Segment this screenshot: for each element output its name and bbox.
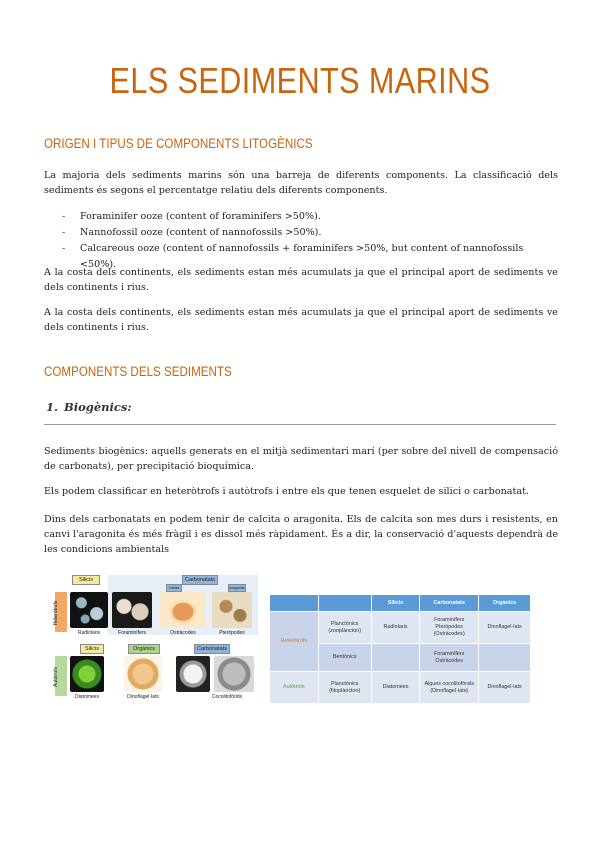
table-cell: Foraminífers Pteròpodes (Ostràcodes) — [420, 612, 479, 644]
caption-radiolaris: Radiolaris — [77, 630, 101, 636]
aragonita-tag: Aragonita — [229, 586, 245, 590]
paragraph-biogenics: Sediments biogènics: aquells generats en el mitjà sedimentari marí (per sobre del nivell de compensació de carbonats), per precipitació bioquímica. — [44, 446, 558, 472]
plankton-figure — [50, 572, 260, 702]
caption-diatomees: Diatomees — [75, 694, 99, 700]
autotrofs-label: Autòtrofs — [53, 667, 59, 688]
caption-dinoflagellats: Dinoflagel·lats — [127, 694, 159, 700]
cocolitoforids-image-2 — [214, 656, 254, 692]
caption-pteropodes: Pteròpodes — [219, 630, 245, 636]
table-cell: Diatomees — [371, 672, 420, 704]
table-cell: Algues cocolitofòrals (Dinoflagel·lats) — [420, 672, 479, 704]
list-item: - Calcareous ooze (content of nannofossils + foraminifers >50%, but content of nannofossils <50%). — [62, 241, 558, 273]
section-heading-origen: ORIGEN I TIPUS DE COMPONENTS LITOGÈNICS — [44, 136, 313, 151]
ooze-list — [62, 209, 558, 273]
paragraph-classificacio: Els podem classificar en heteròtrofs i autòtrofs i entre els que tenen esquelet de silici o carbonatat. — [44, 486, 529, 497]
list-item: - Nannofossil ooze (content of nannofossils >50%). — [62, 225, 558, 241]
carbonatats-tag-2: Carbonatats — [194, 644, 230, 654]
header-cell: Orgànics — [479, 595, 531, 612]
diatomees-image — [70, 656, 104, 692]
ostracodes-image — [160, 592, 206, 628]
header-cell: Carbonatats — [420, 595, 479, 612]
table-cell: Planctònics (zooplàncton) — [318, 612, 371, 644]
silicis-tag: Silicis — [72, 575, 100, 585]
dinoflagellats-image — [124, 656, 162, 692]
silicis-tag-2: Silicis — [80, 644, 104, 654]
caption-foraminifers: Foraminífers — [117, 630, 147, 636]
cocolitoforids-image-1 — [176, 656, 210, 692]
header-cell: Silicis — [371, 595, 420, 612]
organics-tag: Orgànics — [128, 644, 160, 654]
subheading-biogenics — [46, 400, 132, 414]
table-cell — [371, 644, 420, 672]
intro-paragraph: La majoria dels sediments marins són una barreja de diferents components. La classificació dels sediments és segons el percentatge relatiu dels diferents components. — [44, 170, 558, 196]
table-cell — [479, 644, 531, 672]
heterotrofs-label: Heteròtrofs — [53, 600, 59, 626]
paragraph-carbonatats: Dins dels carbonatats en podem tenir de calcita o aragonita. Els de calcita son mes durs i resistents, en canvi l'aragonita és més fràgil i es dissol més ràpidament. És a dir, la conservació d'aquests dependrà de les condicions ambientals — [44, 514, 558, 555]
table-cell: Dinoflagel·lats — [479, 672, 531, 704]
caption-cocolitoforids: Cocolitofòrids — [211, 694, 243, 700]
subheading-number: 1. — [46, 400, 59, 414]
subheading-label: Biogènics: — [64, 400, 132, 414]
table-row — [270, 672, 531, 704]
classification-table — [269, 594, 531, 704]
calcita-tag: Calcita — [166, 584, 182, 592]
table-row — [270, 612, 531, 644]
list-item: - Foraminifer ooze (content of foraminifers >50%). — [62, 209, 558, 225]
carbonatats-tag: Carbonatats — [182, 575, 218, 585]
table-cell: Radiolaris — [371, 612, 420, 644]
divider — [44, 424, 556, 425]
header-cell — [318, 595, 371, 612]
section-heading-components: COMPONENTS DELS SEDIMENTS — [44, 364, 232, 379]
paragraph-costa-1: A la costa dels continents, els sediments estan més acumulats ja que el principal aport de sediments ve dels continents i rius. — [44, 267, 558, 293]
foraminifers-image — [112, 592, 152, 628]
table-header-row — [270, 595, 531, 612]
page-title: ELS SEDIMENTS MARINS — [109, 60, 491, 101]
group-cell-heterotrofs: Heteròtrofs — [270, 612, 319, 672]
radiolaris-image — [70, 592, 108, 628]
table-cell: Foraminífers Ostràcodes — [420, 644, 479, 672]
paragraph-costa-2: A la costa dels continents, els sediments estan més acumulats ja que el principal aport de sediments ve dels continents i rius. — [44, 307, 558, 333]
group-cell-autotrofs: Autòtrofs — [270, 672, 319, 704]
pteropodes-image — [212, 592, 252, 628]
table-cell: Planctònics (fitoplàncton) — [318, 672, 371, 704]
header-cell — [270, 595, 319, 612]
table-cell: Bentònics — [318, 644, 371, 672]
caption-ostracodes: Ostràcodes — [170, 630, 196, 636]
table-cell: Dinoflagel·lats — [479, 612, 531, 644]
